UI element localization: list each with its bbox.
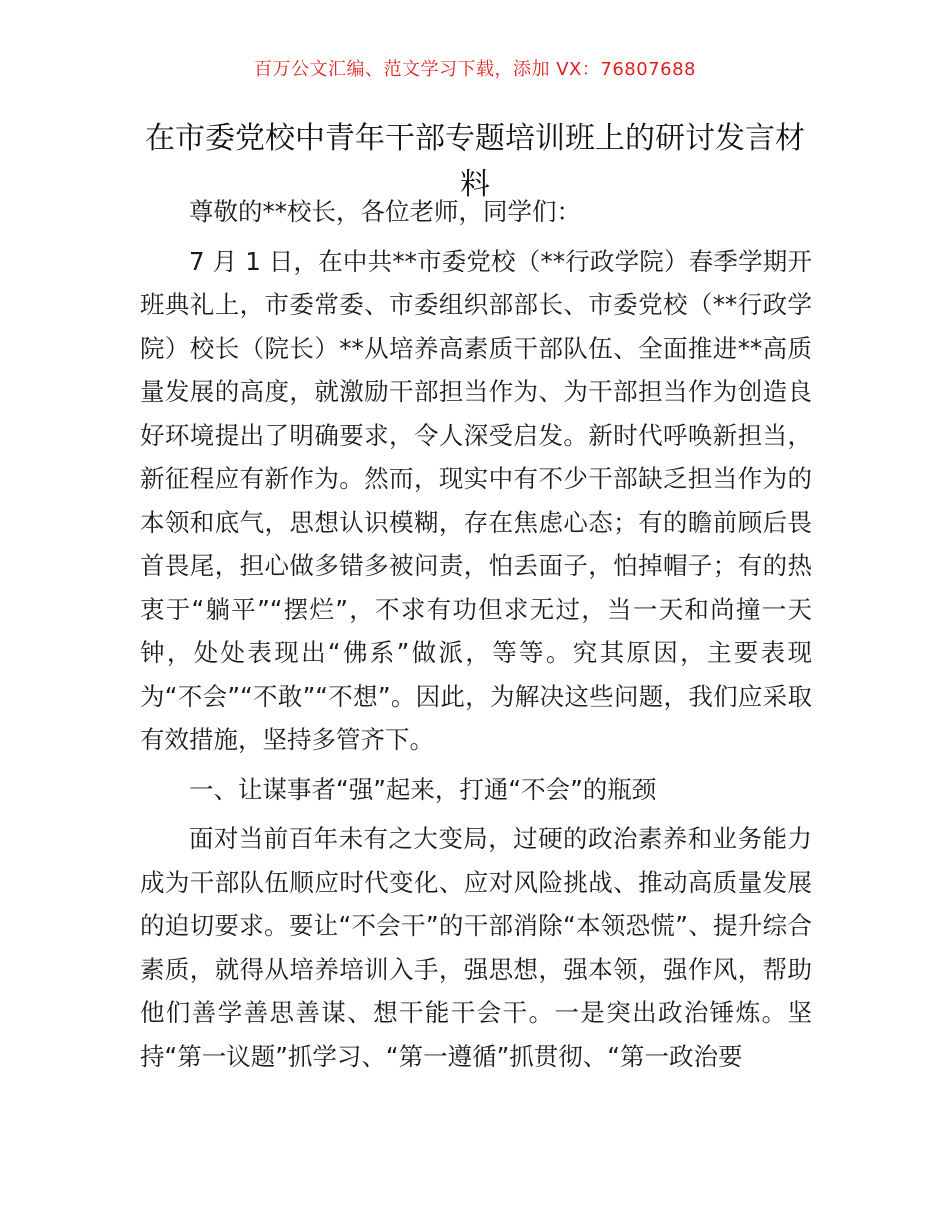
- document-title: 在市委党校中青年干部专题培训班上的研讨发言材料: [145, 121, 805, 202]
- section-heading: 一、让谋事者“强”起来，打通“不会”的瓶颈: [189, 774, 657, 804]
- section-paragraph: 面对当前百年未有之大变局，过硬的政治素养和业务能力成为干部队伍顺应时代变化、应对风险挑战、推动高质量发展的迫切要求。要让“不会干”的干部消除“本领恐慌”、提升综合素质，就得从培养培训入手，强思想，强本领，强作风，帮助他们善学善思善谋、想干能干会干。一是突出政治锤炼。坚持“第一议题”抓学习、“第一遵循”抓贯彻、“第一政治要: [140, 824, 812, 1071]
- intro-paragraph: 7 月 1 日，在中共**市委党校（**行政学院）春季学期开班典礼上，市委常委、市委组织部部长、市委党校（**行政学院）校长（院长）**从培养高素质干部队伍、全面推进**高质量发展的高度，就激励干部担当作为、为干部担当作为创造良好环境提出了明确要求，令人深受启发。新时代呼唤新担当，新征程应有新作为。然而，现实中有不少干部缺乏担当作为的本领和底气，思想认识模糊，存在焦虑心态；有的瞻前顾后畏首畏尾，担心做多错多被问责，怕丢面子，怕掉帽子；有的热衷于“躺平”“摆烂”，不求有功但求无过，当一天和尚撞一天钟，处处表现出“佛系”做派，等等。究其原因，主要表现为“不会”“不敢”“不想”。因此，为解决这些问题，我们应采取有效措施，坚持多管齐下。: [140, 246, 812, 754]
- document-body: [140, 190, 812, 1078]
- salutation-paragraph: 尊敬的**校长，各位老师，同学们：: [189, 197, 581, 226]
- watermark-header: 百万公文汇编、范文学习下载，添加 VX：76807688: [254, 59, 696, 80]
